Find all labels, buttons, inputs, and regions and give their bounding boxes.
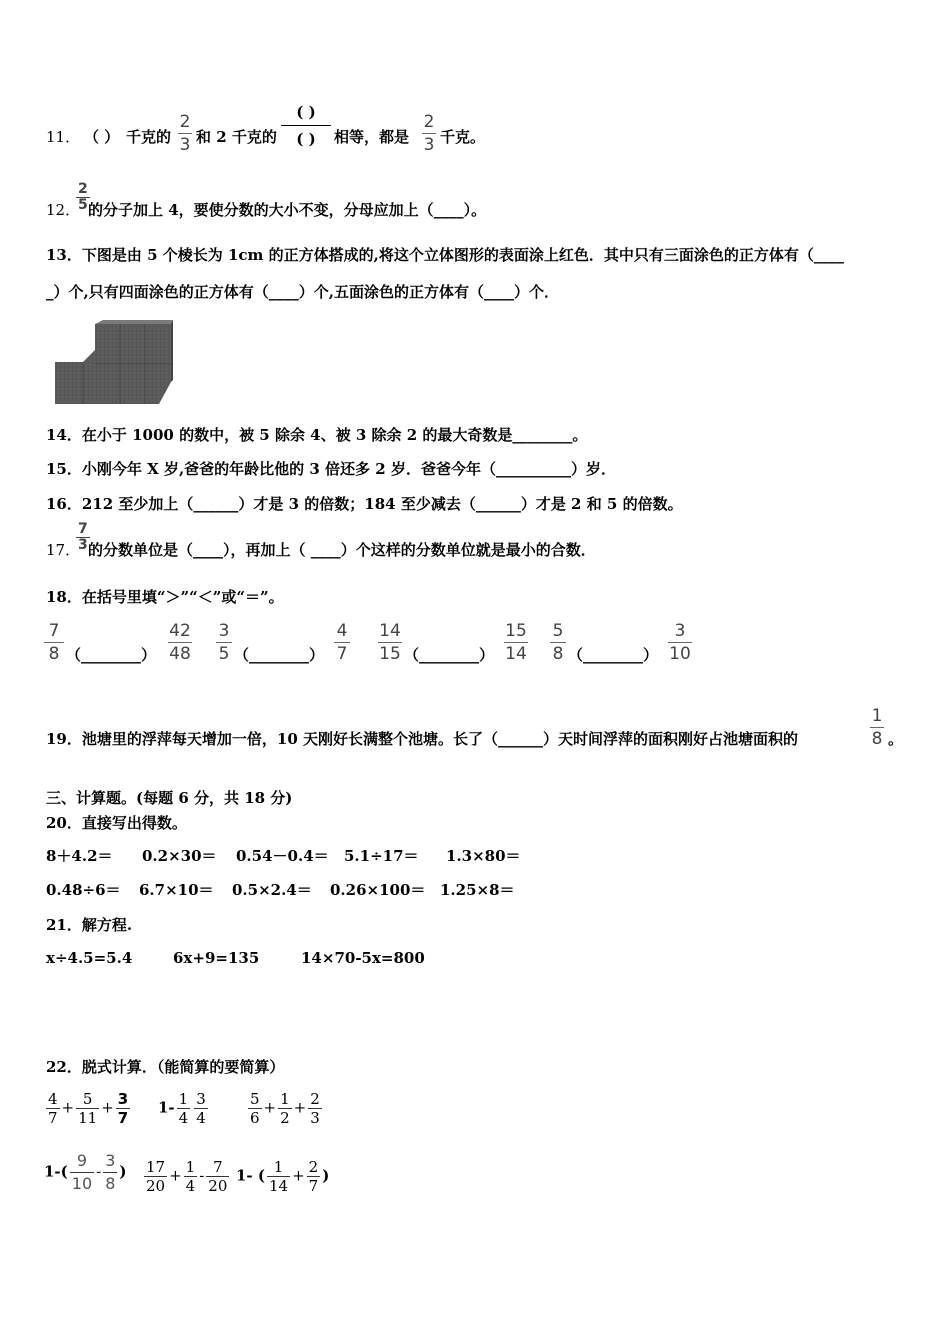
q22-e2-frac: $\frac{3}{4}$ [196,1090,206,1127]
q22-e5-frac: $\frac{17}{20}$ [146,1158,166,1195]
q18-pair-3-left: 14 15 [379,621,401,664]
q11-number: 11． [46,128,81,146]
q18-pair-2-blank[interactable]: （________） [234,646,325,664]
question-13-line-2: _）个,只有四面涂色的正方体有（____）个,五面涂色的正方体有（____）个． [46,283,559,301]
q17-number: 17． [46,541,81,559]
q22-e5-frac: $\frac{7}{20}$ [208,1158,228,1195]
q11-text-3: 相等，都是 [334,128,410,146]
q20-row1-item: 8＋4.2＝ [46,847,113,865]
question-14: 14．在小于 1000 的数中，被 5 除余 4、被 3 除余 2 的最大奇数是________。 [46,426,588,444]
q20-row1-item: 0.54－0.4＝ [236,847,329,865]
q18-pair-2-left: 3 5 [216,620,232,665]
q22-expression-6: 1- ( $\frac{1}{14}$ + $\frac{2}{7}$ ) [236,1158,330,1195]
question-13-line-1: 13．下图是由 5 个棱长为 1cm 的正方体搭成的,将这个立体图形的表面涂上红色．其中只有三面涂色的正方体有（____ [46,246,844,264]
question-19: 19．池塘里的浮萍每天增加一倍，10 天刚好长满整个池塘。长了（______）天时间浮萍的面积刚好占池塘面积的 [46,730,798,748]
q22-expression-4: 1-( $\frac{9}{10}$ - $\frac{3}{8}$ ) [44,1151,127,1193]
q22-e3-frac: $\frac{2}{3}$ [310,1090,320,1127]
q20-row1-item: 0.2×30＝ [142,847,217,865]
q11-text-4: 千克。 [440,128,486,146]
question-16: 16．212 至少加上（______）才是 3 的倍数；184 至少减去（______）才是 2 和 5 的倍数。 [46,495,683,513]
q22-e6-frac: $\frac{1}{14}$ [268,1158,289,1195]
q21-equation: 14×70-5x=800 [301,949,425,967]
q22-e5-frac: $\frac{1}{4}$ [185,1158,196,1195]
q22-e1-frac: $\frac{4}{7}$ [48,1090,58,1127]
q18-pair-1-blank[interactable]: （________） [66,646,157,664]
q20-row2-item: 0.5×2.4＝ [232,881,312,899]
q21-equation: 6x+9=135 [173,949,260,967]
q22-e3-frac: $\frac{1}{2}$ [280,1090,290,1127]
q18-pair-2-right: 4 7 [334,620,350,665]
q17-fraction: 7 3 [78,521,88,553]
q18-compare-row [44,620,904,670]
q22-e6-frac: $\frac{2}{7}$ [308,1158,319,1195]
q12-number: 12． [46,201,81,219]
q18-pair-4-blank[interactable]: （________） [568,646,659,664]
question-15: 15．小刚今年 X 岁,爸爸的年龄比他的 3 倍还多 2 岁．爸爸今年（__________）岁． [46,460,616,478]
section-3-heading: 三、计算题。(每题 6 分，共 18 分) [46,789,293,807]
question-22-title: 22．脱式计算．（能简算的要简算） [46,1058,285,1076]
q11-fraction-2: 2 3 [423,112,435,155]
q11-text-2: 和 2 千克的 [196,128,277,146]
q18-pair-3-blank[interactable]: （________） [404,646,495,664]
q22-expression-5: $\frac{17}{20}$ + $\frac{1}{4}$ - $\frac{7}{20}$ [146,1158,228,1195]
q11-blank[interactable]: （ ） [84,128,120,146]
q20-row2-item: 0.48÷6＝ [46,881,121,899]
q21-equation: x÷4.5=5.4 [46,949,133,967]
q22-e4-frac: $\frac{3}{8}$ [105,1151,116,1193]
q22-e1-frac: $\frac{5}{11}$ [78,1090,98,1127]
q20-row2-item: 1.25×8＝ [440,881,515,899]
q22-expression-2: 1- $\frac{1}{4}$ $\frac{3}{4}$ [158,1090,206,1127]
question-18-title: 18．在括号里填“＞”“＜”或“＝”。 [46,588,284,606]
q22-expression-1: $\frac{4}{7}$ + $\frac{5}{11}$ + $\frac{3}{7}$ [48,1090,129,1127]
q18-pair-1-left: 7 8 [44,620,64,665]
q18-pair-4-left: 5 8 [550,620,566,665]
q22-e1-frac: $\frac{3}{7}$ [117,1090,129,1127]
q20-row2-item: 0.26×100＝ [330,881,426,899]
q11-blank-fraction[interactable]: ( ) ( ) [281,99,331,152]
q22-e3-frac: $\frac{5}{6}$ [250,1090,260,1127]
q22-e2-frac: $\frac{1}{4}$ [178,1090,189,1127]
q20-row1-item: 5.1÷17＝ [344,847,419,865]
q22-expression-3: $\frac{5}{6}$ + $\frac{1}{2}$ + $\frac{2}{3}$ [250,1090,320,1127]
q18-pair-4-right: 3 10 [669,621,691,664]
q17-text: 的分数单位是（____），再加上（ ____）个这样的分数单位就是最小的合数． [88,541,596,559]
cube-figure-image [53,320,173,408]
q20-row1-item: 1.3×80＝ [446,847,521,865]
q19-end: 。 [888,730,904,748]
q11-text-1: 千克的 [126,128,172,146]
q11-fraction-1: 2 3 [179,112,191,155]
q12-text: 的分子加上 4，要使分数的大小不变，分母应加上（____）。 [88,201,487,219]
question-21-title: 21．解方程. [46,916,133,934]
q22-e4-frac: $\frac{9}{10}$ [71,1151,93,1193]
q18-pair-3-right: 15 14 [505,621,527,664]
q19-fraction: 1 8 [871,706,883,749]
q18-pair-1-right: 42 48 [169,621,191,664]
q12-fraction: 2 5 [78,181,88,213]
question-20-title: 20．直接写出得数。 [46,814,187,832]
q20-row2-item: 6.7×10＝ [139,881,214,899]
